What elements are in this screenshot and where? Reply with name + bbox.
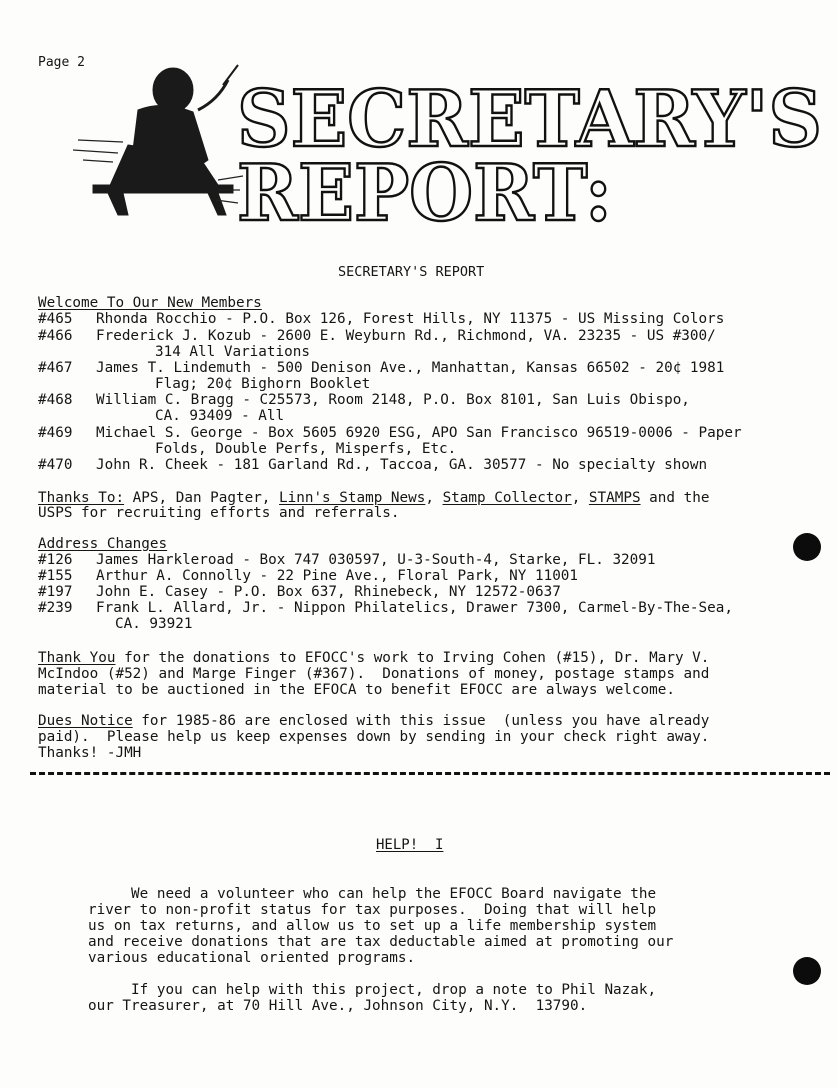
- help-paragraph-2-line: If you can help with this project, drop a note to Phil Nazak,: [88, 982, 657, 998]
- member-row: #470 John R. Cheek - 181 Garland Rd., Taccoa, GA. 30577 - No specialty shown: [38, 457, 708, 473]
- help-paragraph-1-line: us on tax returns, and allow us to set up a life membership system: [88, 918, 657, 934]
- address-row: #197 John E. Casey - P.O. Box 637, Rhinebeck, NY 12572-0637: [38, 584, 561, 600]
- punch-hole-mark: [793, 533, 821, 561]
- thanks-line: Thanks To: APS, Dan Pagter, Linn's Stamp News, Stamp Collector, STAMPS and the: [38, 490, 710, 506]
- help-paragraph-1-line: river to non-profit status for tax purposes. Doing that will help: [88, 902, 657, 918]
- member-row-cont: Folds, Double Perfs, Misperfs, Etc.: [155, 441, 457, 457]
- member-row-cont: CA. 93409 - All: [155, 408, 285, 424]
- address-row-cont: CA. 93921: [115, 616, 193, 632]
- report-heading: SECRETARY'S REPORT: [338, 264, 485, 280]
- member-row: #466 Frederick J. Kozub - 2600 E. Weyburn Rd., Richmond, VA. 23235 - US #300/: [38, 328, 716, 344]
- thank-you-line-2: McIndoo (#52) and Marge Finger (#367). Donations of money, postage stamps and: [38, 666, 710, 682]
- thank-you-line-3: material to be auctioned in the EFOCA to benefit EFOCC are always welcome.: [38, 682, 675, 698]
- address-row: #126 James Harkleroad - Box 747 030597, U-3-South-4, Starke, FL. 32091: [38, 552, 656, 568]
- masthead-title: [225, 74, 830, 234]
- page-number: Page 2: [38, 55, 85, 70]
- help-paragraph-2-line: our Treasurer, at 70 Hill Ave., Johnson City, N.Y. 13790.: [88, 998, 588, 1014]
- help-paragraph-1-line: and receive donations that are tax deductable aimed at promoting our: [88, 934, 674, 950]
- dues-line-2: paid). Please help us keep expenses down by sending in your check right away.: [38, 729, 710, 745]
- dues-line-3: Thanks! -JMH: [38, 745, 142, 761]
- section-divider: [30, 772, 830, 775]
- address-row: #155 Arthur A. Connolly - 22 Pine Ave., Floral Park, NY 11001: [38, 568, 579, 584]
- new-members-heading: Welcome To Our New Members: [38, 295, 262, 311]
- masthead-line2: REPORT:: [237, 148, 612, 234]
- member-row: #468 William C. Bragg - C25573, Room 2148, P.O. Box 8101, San Luis Obispo,: [38, 392, 690, 408]
- address-changes-heading: Address Changes: [38, 536, 168, 552]
- help-paragraph-1-line: various educational oriented programs.: [88, 950, 416, 966]
- thanks-line-2: USPS for recruiting efforts and referrals.: [38, 505, 400, 521]
- dues-line: Dues Notice for 1985-86 are enclosed with this issue (unless you have already: [38, 713, 710, 729]
- member-row-cont: 314 All Variations: [155, 344, 310, 360]
- thank-you-line: Thank You for the donations to EFOCC's work to Irving Cohen (#15), Dr. Mary V.: [38, 650, 710, 666]
- masthead-line1: SECRETARY'S: [237, 74, 822, 165]
- member-row-cont: Flag; 20¢ Bighorn Booklet: [155, 376, 371, 392]
- address-row: #239 Frank L. Allard, Jr. - Nippon Philatelics, Drawer 7300, Carmel-By-The-Sea,: [38, 600, 733, 616]
- punch-hole-mark: [793, 957, 821, 985]
- member-row: #469 Michael S. George - Box 5605 6920 ESG, APO San Francisco 96519-0006 - Paper: [38, 425, 742, 441]
- writer-illustration: [68, 50, 243, 220]
- member-row: #465 Rhonda Rocchio - P.O. Box 126, Forest Hills, NY 11375 - US Missing Colors: [38, 311, 725, 327]
- help-heading: HELP! I: [376, 837, 444, 853]
- help-paragraph-1-line: We need a volunteer who can help the EFOCC Board navigate the: [88, 886, 657, 902]
- member-row: #467 James T. Lindemuth - 500 Denison Ave., Manhattan, Kansas 66502 - 20¢ 1981: [38, 360, 725, 376]
